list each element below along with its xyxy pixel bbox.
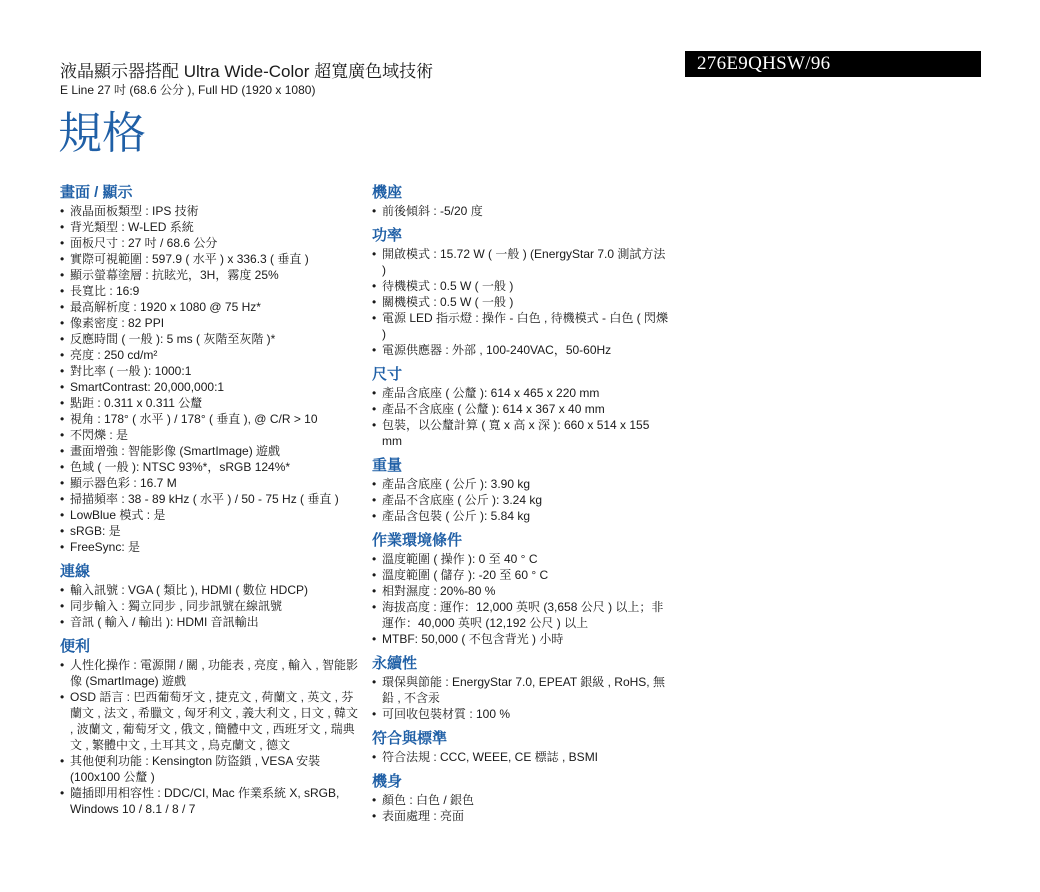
- right-spec-column: [372, 184, 672, 832]
- spec-item: • 同步輸入 : 獨立同步 , 同步訊號在線訊號: [60, 598, 360, 614]
- spec-item: • 不閃爍 : 是: [60, 427, 360, 443]
- spec-item: • 面板尺寸 : 27 吋 / 68.6 公分: [60, 235, 360, 251]
- spec-item: • 產品含底座 ( 公斤 ): 3.90 kg: [372, 476, 672, 492]
- spec-item: • 對比率 ( 一般 ): 1000:1: [60, 363, 360, 379]
- spec-section: [372, 184, 672, 219]
- spec-list: [60, 657, 360, 817]
- spec-item: • 實際可視範圍 : 597.9 ( 水平 ) x 336.3 ( 垂直 ): [60, 251, 360, 267]
- spec-item: • 掃描頻率 : 38 - 89 kHz ( 水平 ) / 50 - 75 Hz ( 垂直 ): [60, 491, 360, 507]
- spec-item: • 顯示器色彩 : 16.7 M: [60, 475, 360, 491]
- spec-section: [372, 773, 672, 824]
- spec-item: • 溫度範圍 ( 操作 ): 0 至 40 ° C: [372, 551, 672, 567]
- section-title: 便利: [60, 638, 91, 655]
- spec-list: [372, 749, 672, 765]
- spec-item: • LowBlue 模式 : 是: [60, 507, 360, 523]
- spec-item: • 包裝，以公釐計算 ( 寬 x 高 x 深 ): 660 x 514 x 155 mm: [372, 417, 672, 449]
- section-title: 重量: [372, 457, 403, 474]
- spec-item: • 產品含包裝 ( 公斤 ): 5.84 kg: [372, 508, 672, 524]
- spec-item: • 視角 : 178° ( 水平 ) / 178° ( 垂直 ), @ C/R > 10: [60, 411, 360, 427]
- spec-list: [372, 203, 672, 219]
- spec-list: [60, 203, 360, 555]
- spec-item: • 環保與節能 : EnergyStar 7.0, EPEAT 銀級 , RoHS, 無鉛 , 不含汞: [372, 674, 672, 706]
- spec-item: • 關機模式 : 0.5 W ( 一般 ): [372, 294, 672, 310]
- spec-item: • 產品不含底座 ( 公斤 ): 3.24 kg: [372, 492, 672, 508]
- spec-section: [372, 366, 672, 449]
- spec-item: • 色域 ( 一般 ): NTSC 93%*，sRGB 124%*: [60, 459, 360, 475]
- page-title: 規格: [58, 109, 146, 158]
- spec-list: [372, 674, 672, 722]
- spec-item: • 產品不含底座 ( 公釐 ): 614 x 367 x 40 mm: [372, 401, 672, 417]
- spec-item: • 表面處理 : 亮面: [372, 808, 672, 824]
- section-title: 機座: [372, 184, 403, 201]
- spec-item: • 顏色 : 白色 / 銀色: [372, 792, 672, 808]
- spec-section: [372, 457, 672, 524]
- spec-list: [372, 792, 672, 824]
- spec-section: [372, 227, 672, 358]
- spec-item: • sRGB: 是: [60, 523, 360, 539]
- spec-section: [60, 638, 360, 817]
- spec-item: • 畫面增強 : 智能影像 (SmartImage) 遊戲: [60, 443, 360, 459]
- spec-item: • 電源 LED 指示燈 : 操作 - 白色 , 待機模式 - 白色 ( 閃爍 ): [372, 310, 672, 342]
- spec-item: • 反應時間 ( 一般 ): 5 ms ( 灰階至灰階 )*: [60, 331, 360, 347]
- section-title: 永續性: [372, 655, 418, 672]
- spec-item: • 人性化操作 : 電源開 / 關 , 功能表 , 亮度 , 輸入 , 智能影像 (SmartImage) 遊戲: [60, 657, 360, 689]
- spec-item: • MTBF: 50,000 ( 不包含背光 ) 小時: [372, 631, 672, 647]
- spec-item: • 背光類型 : W-LED 系統: [60, 219, 360, 235]
- spec-item: • SmartContrast: 20,000,000:1: [60, 379, 360, 395]
- spec-item: • 海拔高度 : 運作：12,000 英呎 (3,658 公尺 ) 以上；非運作：40,000 英呎 (12,192 公尺 ) 以上: [372, 599, 672, 631]
- section-title: 機身: [372, 773, 403, 790]
- section-title: 尺寸: [372, 366, 403, 383]
- spec-item: • 相對濕度 : 20%-80 %: [372, 583, 672, 599]
- section-title: 連線: [60, 563, 91, 580]
- spec-list: [372, 551, 672, 647]
- spec-item: • 像素密度 : 82 PPI: [60, 315, 360, 331]
- spec-item: • 輸入訊號 : VGA ( 類比 ), HDMI ( 數位 HDCP): [60, 582, 360, 598]
- spec-item: • 點距 : 0.311 x 0.311 公釐: [60, 395, 360, 411]
- document-title: 液晶顯示器搭配 Ultra Wide-Color 超寬廣色域技術: [60, 62, 434, 81]
- spec-section: [372, 655, 672, 722]
- spec-item: • 待機模式 : 0.5 W ( 一般 ): [372, 278, 672, 294]
- spec-item: • 產品含底座 ( 公釐 ): 614 x 465 x 220 mm: [372, 385, 672, 401]
- spec-list: [372, 246, 672, 358]
- left-spec-column: [60, 184, 360, 825]
- spec-item: • 電源供應器 : 外部 , 100-240VAC，50-60Hz: [372, 342, 672, 358]
- section-title: 畫面 / 顯示: [60, 184, 133, 201]
- spec-item: • 其他便利功能 : Kensington 防盜鎖 , VESA 安裝 (100x100 公釐 ): [60, 753, 360, 785]
- spec-item: • 最高解析度 : 1920 x 1080 @ 75 Hz*: [60, 299, 360, 315]
- section-title: 功率: [372, 227, 403, 244]
- spec-item: • 液晶面板類型 : IPS 技術: [60, 203, 360, 219]
- spec-item: • 前後傾斜 : -5/20 度: [372, 203, 672, 219]
- spec-section: [372, 532, 672, 647]
- spec-section: [372, 730, 672, 765]
- model-number-badge: 276E9QHSW/96: [685, 51, 981, 77]
- spec-item: • 顯示螢幕塗層 : 抗眩光，3H，霧度 25%: [60, 267, 360, 283]
- spec-item: • 亮度 : 250 cd/m²: [60, 347, 360, 363]
- spec-list: [60, 582, 360, 630]
- spec-item: • 開啟模式 : 15.72 W ( 一般 ) (EnergyStar 7.0 測試方法 ): [372, 246, 672, 278]
- spec-item: • 長寬比 : 16:9: [60, 283, 360, 299]
- spec-section: [60, 563, 360, 630]
- spec-list: [372, 385, 672, 449]
- spec-item: • 音訊 ( 輸入 / 輸出 ): HDMI 音訊輸出: [60, 614, 360, 630]
- spec-item: • OSD 語言 : 巴西葡萄牙文 , 捷克文 , 荷蘭文 , 英文 , 芬蘭文 , 法文 , 希臘文 , 匈牙利文 , 義大利文 , 日文 , 韓文 , 波蘭文 , 葡萄牙文 , 俄文 , 簡體中文 , 西班牙文 , 瑞典文 , 繁體中文 , 土耳其文 , 烏克蘭文 , 德文: [60, 689, 360, 753]
- spec-item: • FreeSync: 是: [60, 539, 360, 555]
- spec-section: [60, 184, 360, 555]
- spec-item: • 可回收包裝材質 : 100 %: [372, 706, 672, 722]
- section-title: 符合與標準: [372, 730, 448, 747]
- spec-item: • 符合法規 : CCC, WEEE, CE 標誌 , BSMI: [372, 749, 672, 765]
- document-subtitle: E Line 27 吋 (68.6 公分 ), Full HD (1920 x 1080): [60, 83, 316, 97]
- spec-list: [372, 476, 672, 524]
- spec-item: • 溫度範圍 ( 儲存 ): -20 至 60 ° C: [372, 567, 672, 583]
- spec-item: • 隨插即用相容性 : DDC/CI, Mac 作業系統 X, sRGB, Windows 10 / 8.1 / 8 / 7: [60, 785, 360, 817]
- section-title: 作業環境條件: [372, 532, 463, 549]
